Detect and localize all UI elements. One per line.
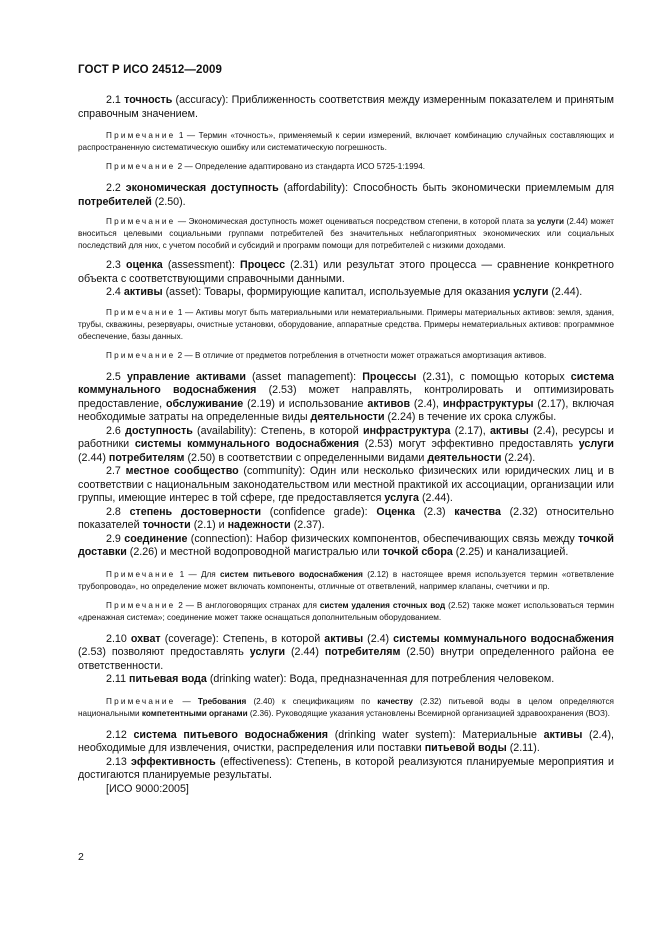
term-bold: услуга [384,492,419,504]
note-paragraph [78,307,614,343]
text-run: (2.44). [548,286,583,298]
text-run: (availability): Степень, в которой [192,424,364,437]
text-run: 2.10 [106,632,131,645]
term-bold: инфраструктуры [442,397,534,410]
text-run: (2.44) [78,451,109,464]
definition-paragraph [78,756,614,783]
term-bold: точкой сбора [382,546,453,558]
text-run: (2.25) и канализацией. [452,546,569,558]
text-run: 2.2 [106,182,126,194]
term-bold: местное сообщество [125,465,239,477]
text-run: (2.53) могут эффективно предоставлять [359,438,579,450]
term-bold: точность [124,94,173,106]
page-number: 2 [78,851,84,863]
term-bold: качеству [377,696,413,706]
term-bold: системы коммунального водоснабжения [134,438,360,450]
text-run: (asset management): [245,370,363,383]
term-bold: потребителям [324,646,401,658]
text-run: (2.4), ресурсы и работники [78,424,615,450]
term-bold: Процессы [362,370,417,383]
term-bold: степень достоверности [129,505,262,518]
text-run: 2.9 [106,532,125,545]
term-bold: услуги [537,217,565,226]
note-paragraph [78,569,614,593]
term-bold: услуги [249,646,286,658]
text-run: (connection): Набор физических компонентов, обеспечивающих связь между [187,532,579,545]
text-run: (accuracy): Приближенность соответствия между измеренным показателем и принятым справочным значением. [78,94,614,120]
term-bold: экономическая доступность [125,182,279,194]
text-run: (coverage): Степень, в которой [160,632,325,645]
text-run: 2.3 [106,259,126,271]
term-bold: точкой доставки [78,532,615,558]
text-run: (2.26) и местной водопроводной магистралью или [126,546,383,558]
text-run: (community): Один или несколько физических или юридических лиц и в соответствии с национальным законодательством или местной практикой их ассоциации, организации или группы, имеющие интерес в той сфере, где предоставляется [78,465,614,504]
text-run: (2.53) позволяют предоставлять [78,646,250,658]
text-run: (2.44) может вноситься целевыми социальными группами потребителей без значительных неблагоприятных экономических или социальных последствий для них, с учетом пособий и субсидий и программ помощи для потребителей с низкими доходами. [78,217,614,250]
definition-paragraph [78,533,614,560]
text-run: 2.1 [106,94,125,106]
term-bold: системы коммунального водоснабжения [393,632,614,645]
note-paragraph [78,600,614,624]
text-run: 2.4 [106,286,124,298]
text-run: 2.13 [106,755,132,768]
term-bold: обслуживание [166,397,244,410]
term-bold: доступность [125,424,193,437]
note-label: Примечание [106,162,176,171]
text-run: 2.8 [106,505,130,518]
text-run: (2.19) и использование [243,397,368,410]
text-run: 1 — Термин «точность», применяемый к серии измерений, включает комбинацию случайных составляющих и распространенную систематическую ошибку или систематическую погрешность. [78,131,614,152]
note-paragraph [78,130,614,154]
text-run: (2.24) в течение их срока службы. [384,411,557,423]
term-bold: систем питьевого водоснабжения [220,569,363,579]
definition-paragraph [78,182,614,209]
note-label: Примечание [106,217,176,226]
text-run: (2.4) [363,632,394,645]
note-paragraph [78,216,614,252]
term-bold: оценка [125,259,163,271]
text-run: (2.3) [414,505,455,518]
text-run: (2.1) и [190,519,228,531]
term-bold: система коммунального водоснабжения [78,370,614,396]
text-run: 2.11 [106,673,129,685]
term-bold: надежности [227,519,291,531]
term-bold: управление активами [126,370,246,383]
document-body [78,94,614,796]
text-run: (2.4), [410,397,443,410]
note-label: Примечание [106,696,176,706]
definition-paragraph [78,729,614,756]
term-bold: качества [454,505,501,518]
text-run: 1 — Активы могут быть материальными или нематериальными. Примеры материальных активов: земля, здания, трубы, скважины, резервуары, очистные установки, оборудование, аппаратные средства. Примеры нематериальных активов: программное обеспечение, базы данных. [78,307,614,341]
term-bold: деятельности [427,451,502,464]
definition-paragraph [78,425,614,466]
text-run: (2.17), включая необходимые затраты на определенные виды [78,397,615,423]
term-bold: активы [489,424,529,437]
definition-paragraph [78,633,614,674]
text-run: (2.52) также может использоваться термин «дренажная система»; соединение может также оснащаться дополнительным оборудованием. [78,600,614,622]
term-bold: систем удаления сточных вод [319,600,446,610]
term-bold: Оценка [376,505,415,518]
text-run: (2.32) относительно показателей [78,505,615,531]
term-bold: точности [142,519,191,531]
text-run: (2.37). [290,519,325,531]
term-bold: эффективность [131,755,216,768]
definition-paragraph [78,259,614,286]
note-paragraph [78,350,614,362]
text-run: 2.7 [106,465,126,477]
text-run: (2.12) в настоящее время используется термин «ответвление трубопровода», но определение может включать компоненты, отличные от ответвлений, например клапаны, счетчики и пр. [78,569,614,591]
note-paragraph [78,161,614,173]
text-run: 2 — В отличие от предметов потребления в отчетности может отражаться амортизация активов. [175,350,547,360]
term-bold: активы [324,632,364,645]
term-bold: компетентными органами [141,708,248,718]
text-run: (2.44) [285,646,325,658]
text-run: (confidence grade): [261,505,377,518]
text-run: — Экономическая доступность может оцениваться посредством степени, в которой плата за [175,217,538,226]
term-bold: система питьевого водоснабжения [133,728,329,741]
note-label: Примечание [106,350,176,360]
document-header: ГОСТ Р ИСО 24512—2009 [78,64,223,76]
text-run: (2.50). [151,195,186,208]
text-run: 2.6 [106,424,126,437]
term-bold: охват [130,632,161,645]
text-run: (2.31) или результат этого процесса — сравнение конкретного объекта с соответствующими справочными данными. [78,259,614,285]
term-bold: услуги [513,286,549,298]
term-bold: Требования [197,696,247,706]
note-paragraph [78,696,614,720]
definition-paragraph [78,286,614,300]
definition-paragraph [78,465,614,506]
note-label: Примечание [106,307,176,317]
text-run: (2.24). [501,451,536,464]
note-label: Примечание [106,569,176,579]
text-run: (assessment): [162,259,241,271]
term-bold: соединение [124,532,188,545]
text-run: — [175,696,198,706]
definition-paragraph [78,371,614,425]
text-run: (2.40) к спецификациям по [246,696,378,706]
text-run: (2.17), [450,424,490,437]
text-run: (2.32) питьевой воды в целом определяются национальными [78,696,614,718]
text-run: (2.53) может направлять, контролировать и оптимизировать предоставление, [78,384,614,410]
term-bold: питьевая вода [128,673,207,685]
text-run: (2.11). [506,742,540,754]
definition-paragraph [78,673,614,687]
term-bold: Процесс [240,259,286,271]
text-run: (2.4), необходимые для извлечения, очистки, распределения или поставки [78,728,614,754]
definition-paragraph [78,94,614,121]
term-bold: активы [543,728,583,741]
term-bold: инфраструктура [363,424,451,437]
term-bold: потребителям [108,451,185,464]
text-run: (2.36). Руководящие указания установлены Всемирной организацией здравоохранения (ВОЗ). [247,708,610,718]
term-bold: питьевой воды [424,742,507,754]
term-bold: деятельности [310,411,385,423]
text-run: (drinking water system): Материальные [328,728,544,741]
note-label: Примечание [106,600,176,610]
text-run: 2.12 [106,728,134,741]
reference-citation: [ИСО 9000:2005] [106,782,189,795]
text-run: (2.44). [419,492,453,504]
text-run: (affordability): Способность быть экономически приемлемым для [278,182,614,194]
text-run: 2.5 [106,370,127,383]
text-run: (2.50) внутри определенного района ее ответственности. [78,646,615,672]
note-label: Примечание [106,131,176,140]
text-run: 2 — В англоговорящих странах для [175,600,320,610]
text-run: 2 — Определение адаптировано из стандарта ИСО 5725-1:1994. [175,162,426,171]
term-bold: активы [123,286,163,298]
text-run: (drinking water): Вода, предназначенная для потребления человеком. [206,673,555,685]
term-bold: активов [367,397,411,410]
term-bold: потребителей [78,195,152,208]
text-run: (effectiveness): Степень, в которой реализуются планируемые мероприятия и достигаются планируемые результаты. [78,755,614,781]
text-run: (asset): Товары, формирующие капитал, используемые для оказания [162,286,514,298]
term-bold: услуги [578,438,614,450]
definition-paragraph [78,506,614,533]
text-run: 1 — Для [175,569,221,579]
text-run: (2.31), с помощью которых [416,370,571,383]
text-run: (2.50) в соответствии с определенными видами [184,451,428,464]
